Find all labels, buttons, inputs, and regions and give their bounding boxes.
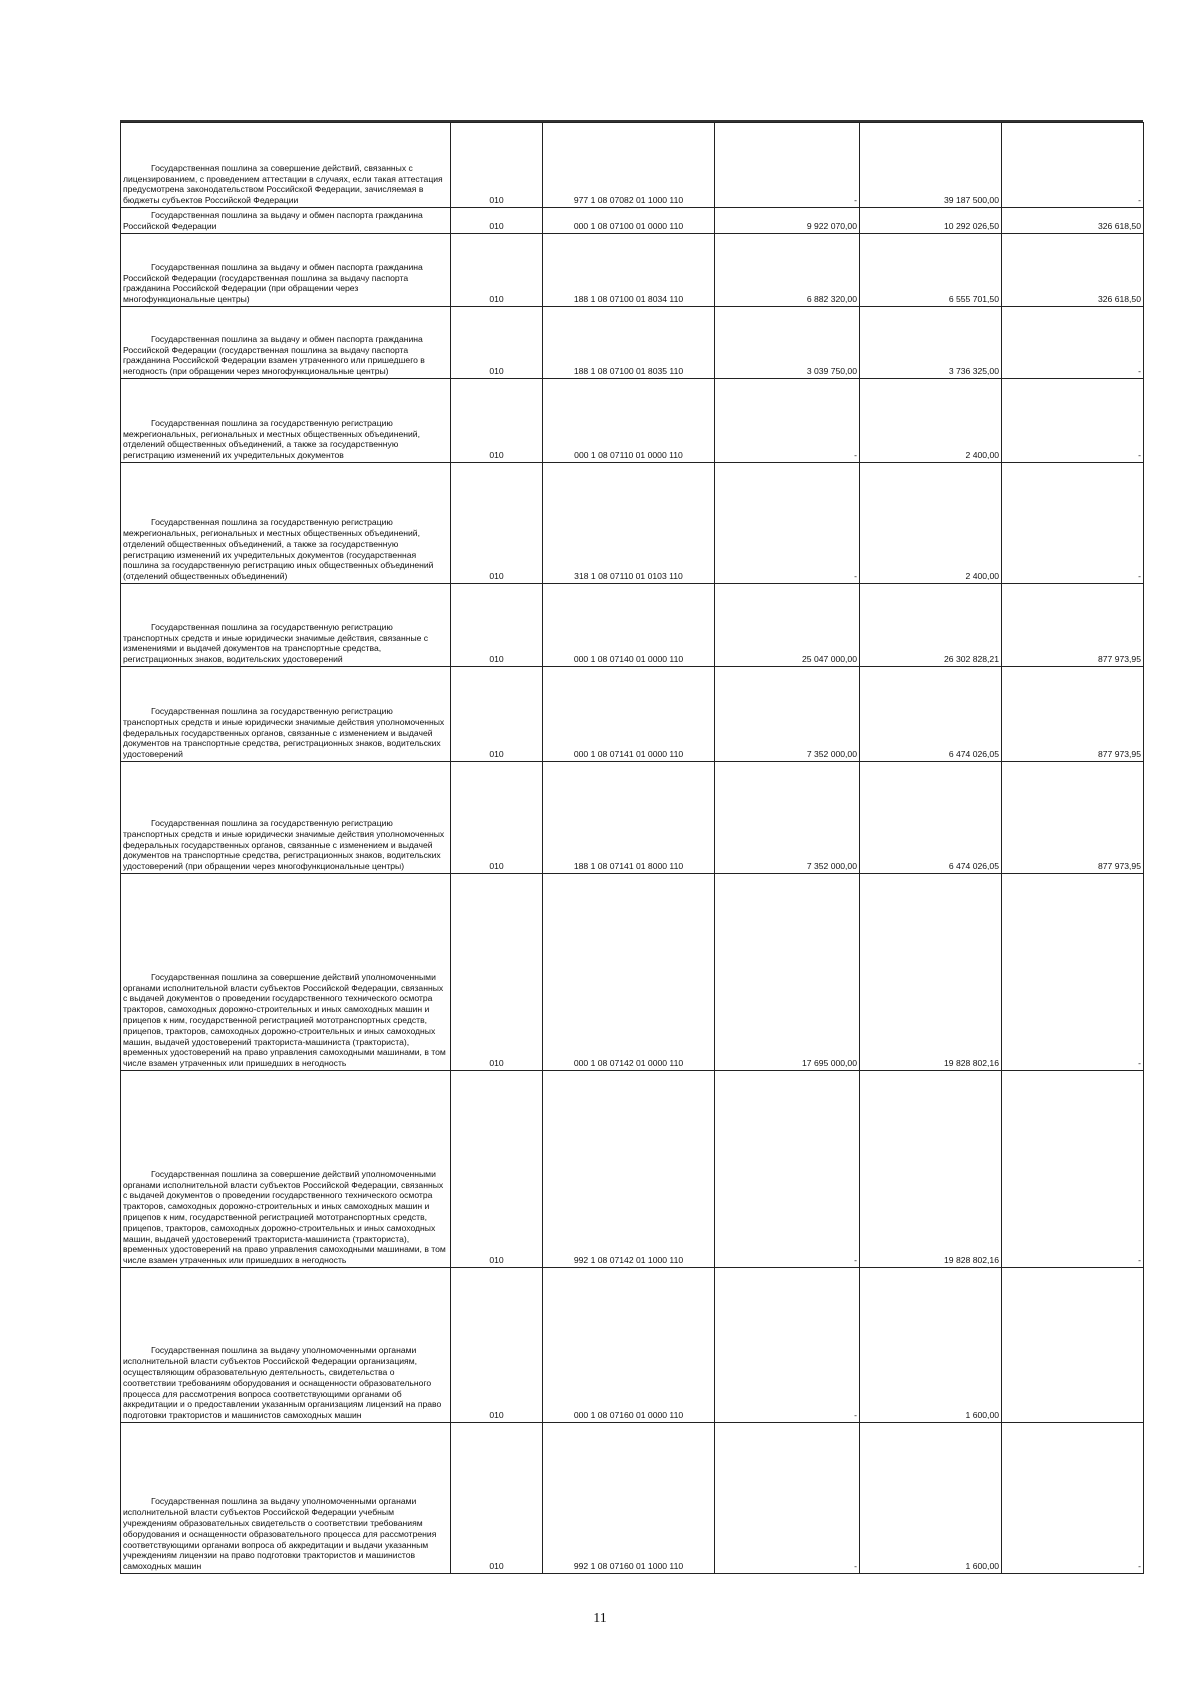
- row-budget-code-cell: 000 1 08 07110 01 0000 110: [543, 379, 715, 463]
- row-line-code-cell: 010: [451, 584, 543, 667]
- row-name-cell: Государственная пошлина за государственную регистрацию межрегиональных, региональных и местных общественных объединений, отделений общественных объединений, а также за государственную регистрацию изменений их учредительных документов: [121, 379, 451, 463]
- row-name-cell: Государственная пошлина за государственную регистрацию транспортных средств и иные юридически значимые действия уполномоченных федеральных государственных органов, связанные с изменением и выдачей документов на транспортные средства, регистрационных знаков, водительских удостоверений (при обращении через многофункциональные центры): [121, 762, 451, 874]
- row-unexecuted-amount-cell: 877 973,95: [1002, 584, 1144, 667]
- row-executed-amount-cell: 10 292 026,50: [860, 208, 1002, 234]
- table-row: [121, 1268, 1144, 1423]
- row-unexecuted-amount-cell: [1002, 1268, 1144, 1423]
- row-executed-amount-cell: 2 400,00: [860, 379, 1002, 463]
- row-approved-amount-cell: -: [715, 463, 860, 584]
- table-row: [121, 762, 1144, 874]
- row-approved-amount-cell: -: [715, 123, 860, 208]
- row-name-cell: Государственная пошлина за государственную регистрацию транспортных средств и иные юридически значимые действия уполномоченных федеральных государственных органов, связанные с изменением и выдачей документов на транспортные средства, регистрационных знаков, водительских удостоверений: [121, 667, 451, 762]
- row-budget-code-cell: 000 1 08 07160 01 0000 110: [543, 1268, 715, 1423]
- row-budget-code-cell: 992 1 08 07160 01 1000 110: [543, 1423, 715, 1574]
- row-line-code-cell: 010: [451, 379, 543, 463]
- row-name-cell: Государственная пошлина за совершение действий уполномоченными органами исполнительной власти субъектов Российской Федерации, связанных с выдачей документов о проведении государственного технического осмотра тракторов, самоходных дорожно-строительных и иных самоходных машин и прицепов к ним, государственной регистрацией мототранспортных средств, прицепов, тракторов, самоходных дорожно-строительных и иных самоходных машин, выдачей удостоверений тракториста-машиниста (тракториста), временных удостоверений на право управления самоходными машинами, в том числе взамен утраченных или пришедших в негодность: [121, 1071, 451, 1268]
- table-row: [121, 667, 1144, 762]
- row-executed-amount-cell: 6 555 701,50: [860, 234, 1002, 307]
- row-approved-amount-cell: -: [715, 1268, 860, 1423]
- row-unexecuted-amount-cell: -: [1002, 1071, 1144, 1268]
- row-budget-code-cell: 318 1 08 07110 01 0103 110: [543, 463, 715, 584]
- table-body: [121, 123, 1144, 1574]
- row-executed-amount-cell: 6 474 026,05: [860, 667, 1002, 762]
- row-budget-code-cell: 977 1 08 07082 01 1000 110: [543, 123, 715, 208]
- row-executed-amount-cell: 1 600,00: [860, 1423, 1002, 1574]
- row-budget-code-cell: 188 1 08 07141 01 8000 110: [543, 762, 715, 874]
- row-line-code-cell: 010: [451, 762, 543, 874]
- row-line-code-cell: 010: [451, 874, 543, 1071]
- row-approved-amount-cell: 7 352 000,00: [715, 762, 860, 874]
- row-unexecuted-amount-cell: -: [1002, 123, 1144, 208]
- row-budget-code-cell: 000 1 08 07100 01 0000 110: [543, 208, 715, 234]
- row-executed-amount-cell: 2 400,00: [860, 463, 1002, 584]
- row-line-code-cell: 010: [451, 1071, 543, 1268]
- table-row: [121, 584, 1144, 667]
- row-approved-amount-cell: 17 695 000,00: [715, 874, 860, 1071]
- row-line-code-cell: 010: [451, 667, 543, 762]
- table-row: [121, 1071, 1144, 1268]
- row-unexecuted-amount-cell: -: [1002, 379, 1144, 463]
- row-budget-code-cell: 992 1 08 07142 01 1000 110: [543, 1071, 715, 1268]
- row-unexecuted-amount-cell: 877 973,95: [1002, 667, 1144, 762]
- row-unexecuted-amount-cell: 877 973,95: [1002, 762, 1144, 874]
- row-executed-amount-cell: 1 600,00: [860, 1268, 1002, 1423]
- row-line-code-cell: 010: [451, 307, 543, 379]
- row-executed-amount-cell: 26 302 828,21: [860, 584, 1002, 667]
- table-row: [121, 307, 1144, 379]
- row-executed-amount-cell: 19 828 802,16: [860, 1071, 1002, 1268]
- table-row: [121, 463, 1144, 584]
- row-executed-amount-cell: 3 736 325,00: [860, 307, 1002, 379]
- row-budget-code-cell: 188 1 08 07100 01 8034 110: [543, 234, 715, 307]
- row-unexecuted-amount-cell: 326 618,50: [1002, 208, 1144, 234]
- row-approved-amount-cell: 25 047 000,00: [715, 584, 860, 667]
- row-approved-amount-cell: 9 922 070,00: [715, 208, 860, 234]
- row-line-code-cell: 010: [451, 1423, 543, 1574]
- row-approved-amount-cell: 3 039 750,00: [715, 307, 860, 379]
- row-unexecuted-amount-cell: -: [1002, 307, 1144, 379]
- row-name-cell: Государственная пошлина за выдачу и обмен паспорта гражданина Российской Федерации (государственная пошлина за выдачу паспорта гражданина Российской Федерации (при обращении через многофункциональные центры): [121, 234, 451, 307]
- table-row: [121, 208, 1144, 234]
- row-approved-amount-cell: -: [715, 379, 860, 463]
- row-executed-amount-cell: 19 828 802,16: [860, 874, 1002, 1071]
- row-unexecuted-amount-cell: -: [1002, 463, 1144, 584]
- row-approved-amount-cell: 6 882 320,00: [715, 234, 860, 307]
- row-line-code-cell: 010: [451, 123, 543, 208]
- table-row: [121, 123, 1144, 208]
- row-name-cell: Государственная пошлина за государственную регистрацию межрегиональных, региональных и местных общественных объединений, отделений общественных объединений, а также за государственную регистрацию изменений их учредительных документов (государственная пошлина за государственную регистрацию иных общественных объединений (отделений общественных объединений): [121, 463, 451, 584]
- row-line-code-cell: 010: [451, 463, 543, 584]
- row-name-cell: Государственная пошлина за государственную регистрацию транспортных средств и иные юридически значимые действия, связанные с изменениями и выдачей документов на транспортные средства, регистрационных знаков, водительских удостоверений: [121, 584, 451, 667]
- row-name-cell: Государственная пошлина за выдачу и обмен паспорта гражданина Российской Федерации (государственная пошлина за выдачу паспорта гражданина Российской Федерации взамен утраченного или пришедшего в негодность (при обращении через многофункциональные центры): [121, 307, 451, 379]
- revenue-table: [120, 122, 1144, 1574]
- table-row: [121, 874, 1144, 1071]
- page-number: 11: [593, 1611, 607, 1626]
- row-line-code-cell: 010: [451, 208, 543, 234]
- row-name-cell: Государственная пошлина за выдачу и обмен паспорта гражданина Российской Федерации: [121, 208, 451, 234]
- table-row: [121, 234, 1144, 307]
- row-name-cell: Государственная пошлина за выдачу уполномоченными органами исполнительной власти субъектов Российской Федерации учебным учреждениям образовательных свидетельств о соответствии требованиям оборудования и оснащенности образовательного процесса для рассмотрения соответствующими органами вопроса об аккредитации и выдачи указанным учреждениям лицензии на право подготовки трактористов и машинистов самоходных машин: [121, 1423, 451, 1574]
- row-name-cell: Государственная пошлина за совершение действий уполномоченными органами исполнительной власти субъектов Российской Федерации, связанных с выдачей документов о проведении государственного технического осмотра тракторов, самоходных дорожно-строительных и иных самоходных машин и прицепов к ним, государственной регистрацией мототранспортных средств, прицепов, тракторов, самоходных дорожно-строительных и иных самоходных машин, выдачей удостоверений тракториста-машиниста (тракториста), временных удостоверений на право управления самоходными машинами, в том числе взамен утраченных или пришедших в негодность: [121, 874, 451, 1071]
- row-budget-code-cell: 000 1 08 07142 01 0000 110: [543, 874, 715, 1071]
- row-line-code-cell: 010: [451, 1268, 543, 1423]
- row-approved-amount-cell: 7 352 000,00: [715, 667, 860, 762]
- row-executed-amount-cell: 6 474 026,05: [860, 762, 1002, 874]
- row-unexecuted-amount-cell: 326 618,50: [1002, 234, 1144, 307]
- row-approved-amount-cell: -: [715, 1071, 860, 1268]
- row-line-code-cell: 010: [451, 234, 543, 307]
- row-budget-code-cell: 000 1 08 07141 01 0000 110: [543, 667, 715, 762]
- row-budget-code-cell: 188 1 08 07100 01 8035 110: [543, 307, 715, 379]
- table-row: [121, 1423, 1144, 1574]
- row-unexecuted-amount-cell: -: [1002, 874, 1144, 1071]
- row-unexecuted-amount-cell: -: [1002, 1423, 1144, 1574]
- table-row: [121, 379, 1144, 463]
- row-name-cell: Государственная пошлина за выдачу уполномоченными органами исполнительной власти субъектов Российской Федерации организациям, осуществляющим образовательную деятельность, свидетельства о соответствии требованиям оборудования и оснащенности образовательного процесса для рассмотрения вопроса соответствующими органами об аккредитации и о предоставлении указанным организациям лицензий на право подготовки трактористов и машинистов самоходных машин: [121, 1268, 451, 1423]
- row-name-cell: Государственная пошлина за совершение действий, связанных с лицензированием, с проведением аттестации в случаях, если такая аттестация предусмотрена законодательством Российской Федерации, зачисляемая в бюджеты субъектов Российской Федерации: [121, 123, 451, 208]
- row-executed-amount-cell: 39 187 500,00: [860, 123, 1002, 208]
- row-approved-amount-cell: -: [715, 1423, 860, 1574]
- row-budget-code-cell: 000 1 08 07140 01 0000 110: [543, 584, 715, 667]
